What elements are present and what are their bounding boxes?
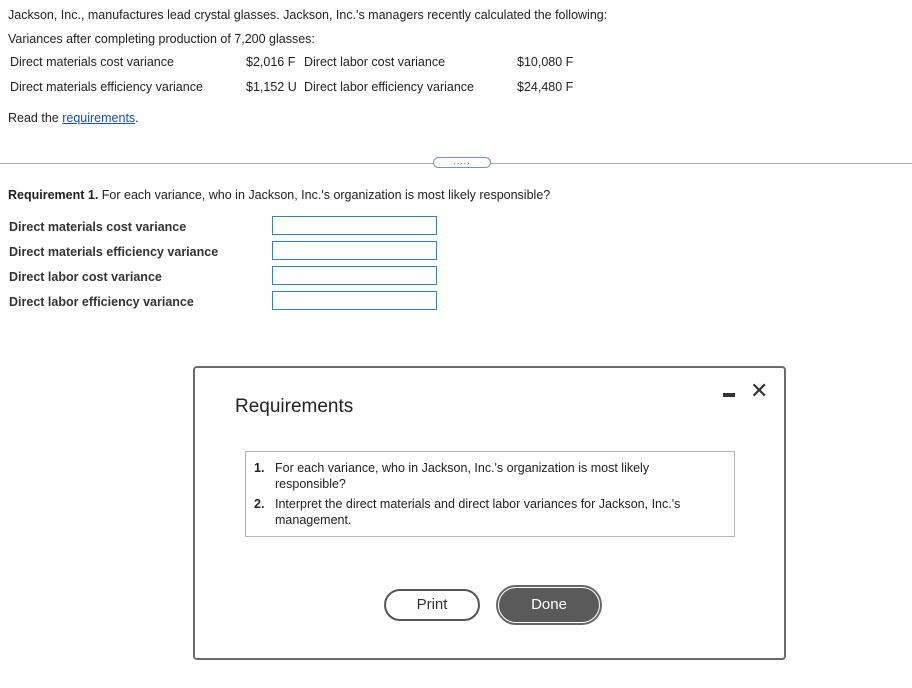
resp-input-dm-cost[interactable] (272, 216, 437, 235)
dl-cost-variance-amount: $10,080 F (517, 55, 574, 69)
resp-label-dl-efficiency: Direct labor efficiency variance (9, 295, 194, 309)
requirement-item-1 (254, 460, 714, 492)
dm-cost-variance-amount: $2,016 F (246, 55, 296, 69)
resp-input-dl-efficiency[interactable] (272, 291, 437, 310)
read-prefix: Read the (8, 111, 63, 125)
dl-cost-variance-label: Direct labor cost variance (304, 55, 446, 69)
expand-collapse-button[interactable]: ..... (433, 157, 491, 168)
dl-efficiency-variance-label: Direct labor efficiency variance (304, 80, 474, 94)
requirement-item-2-number: 2. (254, 497, 265, 511)
read-requirements-line (8, 111, 139, 125)
variances-subheading: Variances after completing production of 7,200 glasses: (8, 32, 315, 46)
dm-cost-variance-label: Direct materials cost variance (10, 55, 174, 69)
requirement-item-1-number: 1. (254, 461, 265, 475)
modal-title: Requirements (235, 396, 354, 417)
requirement-1-title (8, 188, 550, 202)
requirement-item-2-text: Interpret the direct materials and direct labor variances for Jackson, Inc.'s management. (275, 497, 681, 527)
read-suffix: . (135, 111, 139, 125)
requirement-item-2 (254, 496, 714, 528)
resp-label-dm-efficiency: Direct materials efficiency variance (9, 245, 219, 259)
dm-efficiency-variance-amount: $1,152 U (246, 80, 297, 94)
print-button[interactable]: Print (384, 589, 480, 621)
requirements-list (245, 451, 735, 537)
intro-text: Jackson, Inc., manufactures lead crystal glasses. Jackson, Inc.'s managers recently calculated the following: (8, 8, 608, 22)
requirement-1-text: For each variance, who in Jackson, Inc.'s organization is most likely responsible? (98, 188, 551, 202)
resp-input-dl-cost[interactable] (272, 266, 437, 285)
requirements-link[interactable]: requirements (62, 111, 136, 125)
requirement-item-1-text: For each variance, who in Jackson, Inc.'s organization is most likely responsible? (275, 461, 650, 491)
dl-efficiency-variance-amount: $24,480 F (517, 80, 574, 94)
resp-label-dm-cost: Direct materials cost variance (9, 220, 187, 234)
dm-efficiency-variance-label: Direct materials efficiency variance (10, 80, 203, 94)
requirement-1-bold: Requirement 1. (8, 188, 99, 202)
close-icon[interactable]: ✕ (750, 378, 769, 403)
done-button[interactable]: Done (499, 588, 599, 622)
requirements-modal (193, 366, 786, 660)
resp-label-dl-cost: Direct labor cost variance (9, 270, 162, 284)
resp-input-dm-efficiency[interactable] (272, 241, 437, 260)
minimize-icon[interactable] (723, 393, 735, 397)
